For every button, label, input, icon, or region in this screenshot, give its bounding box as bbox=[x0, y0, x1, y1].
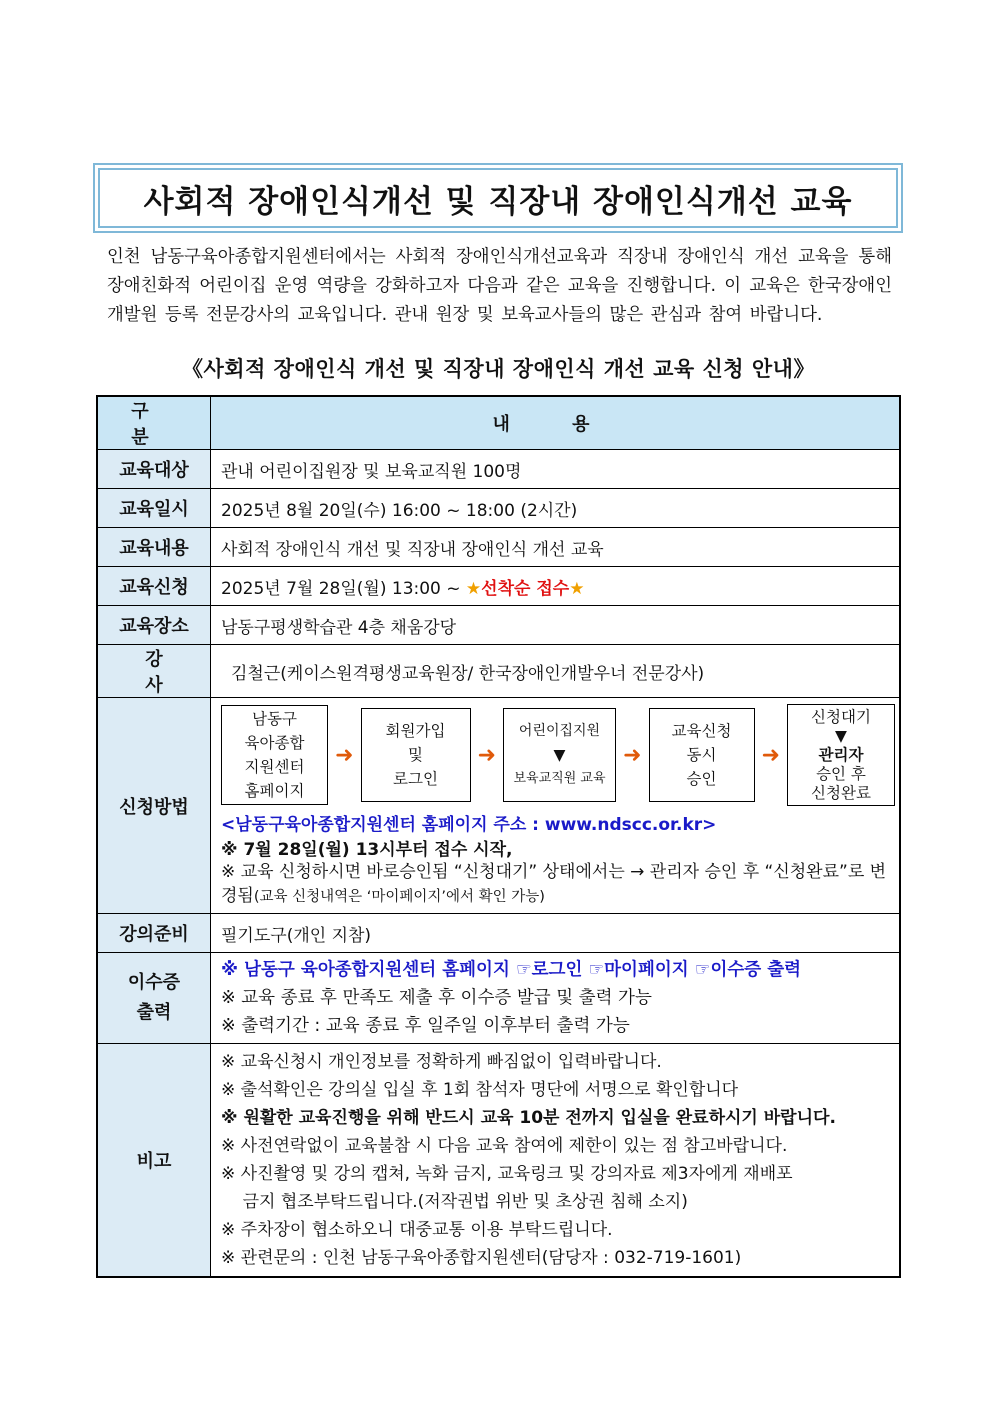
table-row bbox=[97, 645, 900, 698]
note-line: ※ 원활한 교육진행을 위해 반드시 교육 10분 전까지 입실을 완료하시기 바랍니다. bbox=[221, 1108, 836, 1128]
apply-date: 2025년 7월 28일(월) 13:00 ~ bbox=[221, 578, 466, 599]
method-note-1: ※ 7월 28일(월) 13시부터 접수 시작, bbox=[221, 840, 513, 860]
row-value-method bbox=[211, 698, 901, 914]
flow-step-menu: 어린이집지원 ▼ 보육교직원 교육 bbox=[503, 708, 616, 802]
cert-line-3: ※ 출력기간 : 교육 종료 후 일주일 이후부터 출력 가능 bbox=[221, 1016, 630, 1036]
flow-step-apply: 교육신청 동시 승인 bbox=[649, 708, 755, 802]
header-category: 구 분 bbox=[97, 396, 211, 450]
note-line: 금지 협조부탁드립니다.(저작권법 위반 및 초상권 침해 소지) bbox=[221, 1192, 688, 1212]
flow-step-approval: 신청대기 ▼ 관리자 승인 후 신청완료 bbox=[787, 704, 895, 806]
flow-step-login: 회원가입 및 로그인 bbox=[361, 708, 471, 802]
row-label-lecturer: 강 사 bbox=[97, 645, 211, 698]
table-row bbox=[97, 606, 900, 645]
info-table bbox=[96, 395, 901, 1278]
section-subtitle: 《사회적 장애인식 개선 및 직장내 장애인식 개선 교육 신청 안내》 bbox=[182, 357, 815, 381]
note-line: ※ 관련문의 : 인천 남동구육아종합지원센터(담당자 : 032-719-1601) bbox=[221, 1248, 742, 1268]
row-value-prep: 필기도구(개인 지참) bbox=[211, 914, 901, 953]
application-flow bbox=[221, 698, 895, 806]
row-label-date: 교육일시 bbox=[97, 489, 211, 528]
row-value-target: 관내 어린이집원장 및 보육교직원 100명 bbox=[211, 450, 901, 489]
row-label-notes: 비고 bbox=[97, 1044, 211, 1278]
table-row bbox=[97, 914, 900, 953]
row-value-certificate bbox=[211, 953, 901, 1044]
table-row bbox=[97, 528, 900, 567]
row-label-apply: 교육신청 bbox=[97, 567, 211, 606]
star-icon: ★ bbox=[569, 578, 585, 599]
document-title: 사회적 장애인식개선 및 직장내 장애인식개선 교육 bbox=[98, 168, 898, 228]
first-come-text: 선착순 접수 bbox=[481, 578, 570, 599]
note-line: ※ 사진촬영 및 강의 캡쳐, 녹화 금지, 교육링크 및 강의자료 제3자에게 재배포 bbox=[221, 1164, 793, 1184]
star-icon: ★ bbox=[465, 578, 482, 599]
row-value-date: 2025년 8월 20일(수) 16:00 ~ 18:00 (2시간) bbox=[211, 489, 901, 528]
row-value-lecturer: 김철근(케이스원격평생교육원장/ 한국장애인개발우너 전문강사) bbox=[211, 645, 901, 698]
table-row bbox=[97, 567, 900, 606]
note-line: ※ 사전연락없이 교육불참 시 다음 교육 참여에 제한이 있는 점 참고바랍니다. bbox=[221, 1136, 788, 1156]
arrow-right-icon: ➜ bbox=[761, 742, 780, 768]
note-line: ※ 출석확인은 강의실 입실 후 1회 참석자 명단에 서명으로 확인합니다 bbox=[221, 1080, 739, 1100]
arrow-down-icon: ▼ bbox=[835, 726, 847, 745]
table-header-row bbox=[97, 396, 900, 450]
method-note-2: ※ 교육 신청하시면 바로승인됨 “신청대기” 상태에서는 → 관리자 승인 후 “신청완료”로 변경됨(교육 신청내역은 ‘마이페이지’에서 확인 가능) bbox=[221, 862, 887, 906]
cert-line-1: ※ 남동구 육아종합지원센터 홈페이지 ☞로그인 ☞마이페이지 ☞이수증 출력 bbox=[221, 960, 802, 980]
table-row bbox=[97, 1044, 900, 1278]
row-value-notes bbox=[211, 1044, 901, 1278]
title-box bbox=[93, 163, 903, 233]
arrow-down-icon: ▼ bbox=[553, 746, 566, 764]
note-line: ※ 교육신청시 개인정보를 정확하게 빠짐없이 입력바랍니다. bbox=[221, 1052, 662, 1072]
homepage-link[interactable]: <남동구육아종합지원센터 홈페이지 주소 : www.ndscc.or.kr> bbox=[221, 815, 717, 835]
row-label-method: 신청방법 bbox=[97, 698, 211, 914]
cert-line-2: ※ 교육 종료 후 만족도 제출 후 이수증 발급 및 출력 가능 bbox=[221, 988, 652, 1008]
row-label-target: 교육대상 bbox=[97, 450, 211, 489]
arrow-right-icon: ➜ bbox=[477, 742, 496, 768]
row-value-content: 사회적 장애인식 개선 및 직장내 장애인식 개선 교육 bbox=[211, 528, 901, 567]
table-row bbox=[97, 450, 900, 489]
arrow-right-icon: ➜ bbox=[623, 742, 642, 768]
row-value-place: 남동구평생학습관 4층 채움강당 bbox=[211, 606, 901, 645]
table-row bbox=[97, 489, 900, 528]
table-row bbox=[97, 953, 900, 1044]
arrow-right-icon: ➜ bbox=[335, 742, 354, 768]
row-label-content: 교육내용 bbox=[97, 528, 211, 567]
table-row bbox=[97, 698, 900, 914]
note-line: ※ 주차장이 협소하오니 대중교통 이용 부탁드립니다. bbox=[221, 1220, 613, 1240]
flow-step-homepage: 남동구 육아종합 지원센터 홈페이지 bbox=[221, 705, 328, 805]
intro-paragraph: 인천 남동구육아종합지원센터에서는 사회적 장애인식개선교육과 직장내 장애인식 개선 교육을 통해 장애친화적 어린이집 운영 역량을 강화하고자 다음과 같은 교육을 진행합니다. 이 교육은 한국장애인개발원 등록 전문강사의 교육입니다. 관내 원장 및 보육교사들의 많은 관심과 참여 바랍니다. bbox=[107, 247, 892, 325]
row-label-place: 교육장소 bbox=[97, 606, 211, 645]
row-label-certificate: 이수증 출력 bbox=[97, 953, 211, 1044]
header-content: 내 용 bbox=[211, 396, 901, 450]
row-label-prep: 강의준비 bbox=[97, 914, 211, 953]
row-value-apply bbox=[211, 567, 901, 606]
